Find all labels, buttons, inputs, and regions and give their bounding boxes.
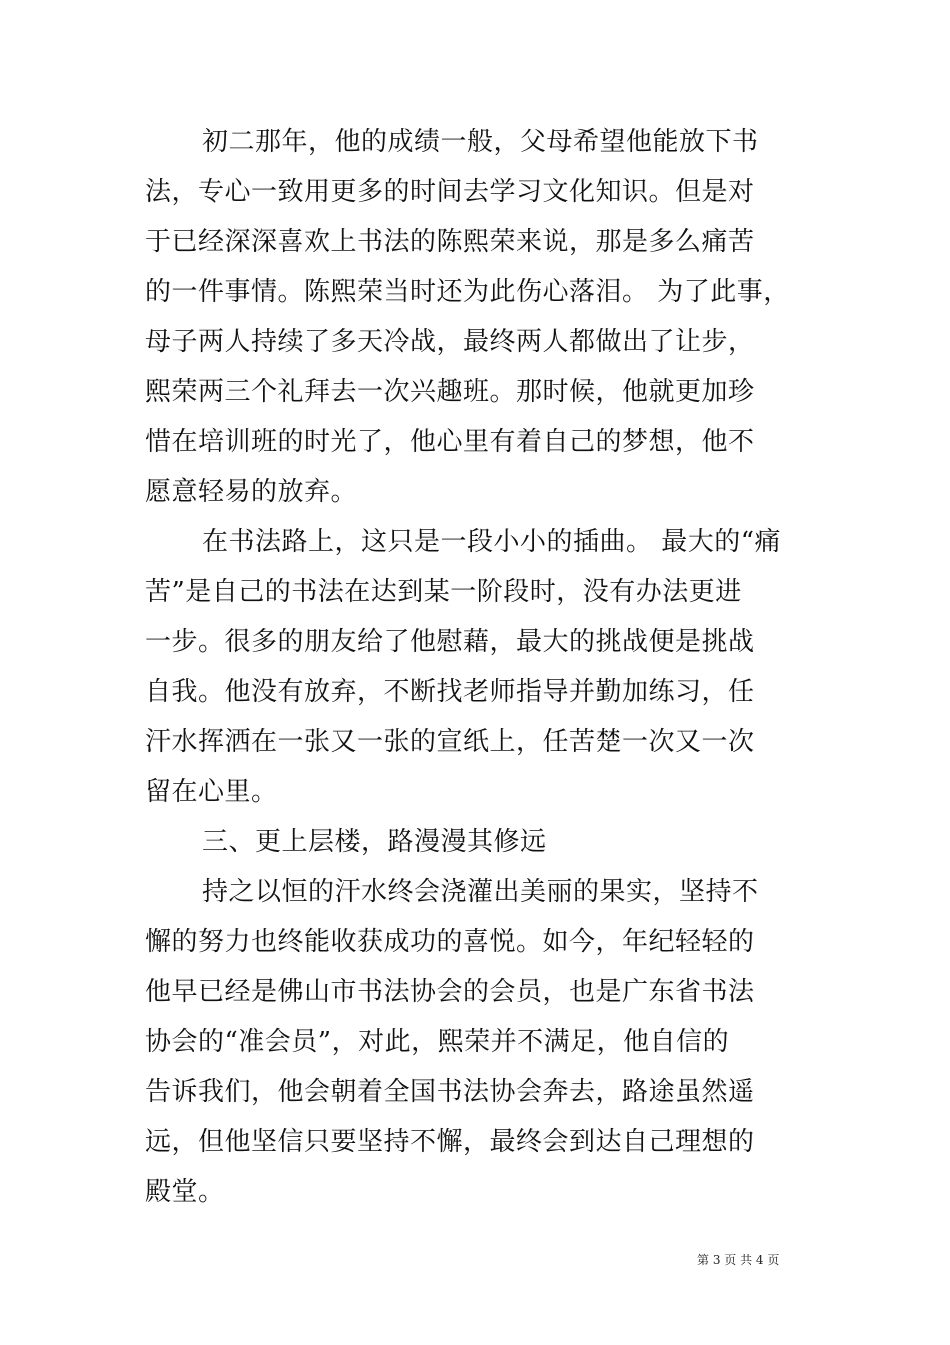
text-line: 一步。很多的朋友给了他慰藉，最大的挑战便是挑战 <box>145 627 755 657</box>
text-line: 持之以恒的汗水终会浇灌出美丽的果实，坚持不 <box>202 877 759 907</box>
text-line: 苦”是自己的书法在达到某一阶段时，没有办法更进 <box>145 577 742 607</box>
text-line: 自我。他没有放弃，不断找老师指导并勤加练习，任 <box>145 677 755 707</box>
text-line: 汗水挥洒在一张又一张的宣纸上，任苦楚一次又一次 <box>145 727 755 757</box>
text-line: 留在心里。 <box>145 777 278 807</box>
document-body <box>145 117 815 1217</box>
text-line: 愿意轻易的放弃。 <box>145 477 358 507</box>
text-line: 于已经深深喜欢上书法的陈熙荣来说，那是多么痛苦 <box>145 227 755 257</box>
text-line: 母子两人持续了多天冷战，最终两人都做出了让步， <box>145 327 755 357</box>
text-line: 初二那年，他的成绩一般，父母希望他能放下书 <box>202 127 759 157</box>
text-line: 惜在培训班的时光了，他心里有着自己的梦想，他不 <box>145 427 755 457</box>
text-line: 他早已经是佛山市书法协会的会员，也是广东省书法 <box>145 977 755 1007</box>
text-line: 远，但他坚信只要坚持不懈，最终会到达自己理想的 <box>145 1127 755 1157</box>
text-line: 告诉我们，他会朝着全国书法协会奔去，路途虽然遥 <box>145 1077 755 1107</box>
text-line: 法，专心一致用更多的时间去学习文化知识。但是对 <box>145 177 755 207</box>
text-line: 懈的努力也终能收获成功的喜悦。如今，年纪轻轻的 <box>145 927 755 957</box>
text-line: 的一件事情。陈熙荣当时还为此伤心落泪。 为了此事， <box>145 277 790 307</box>
text-line: 协会的“准会员”，对此，熙荣并不满足，他自信的 <box>145 1027 730 1057</box>
page-number: 第 3 页 共 4 页 <box>697 1253 780 1267</box>
text-line: 殿堂。 <box>145 1177 225 1207</box>
text-line: 熙荣两三个礼拜去一次兴趣班。那时候，他就更加珍 <box>145 377 755 407</box>
text-line: 在书法路上，这只是一段小小的插曲。 最大的“痛 <box>202 527 782 557</box>
section-heading: 三、更上层楼，路漫漫其修远 <box>202 827 547 857</box>
